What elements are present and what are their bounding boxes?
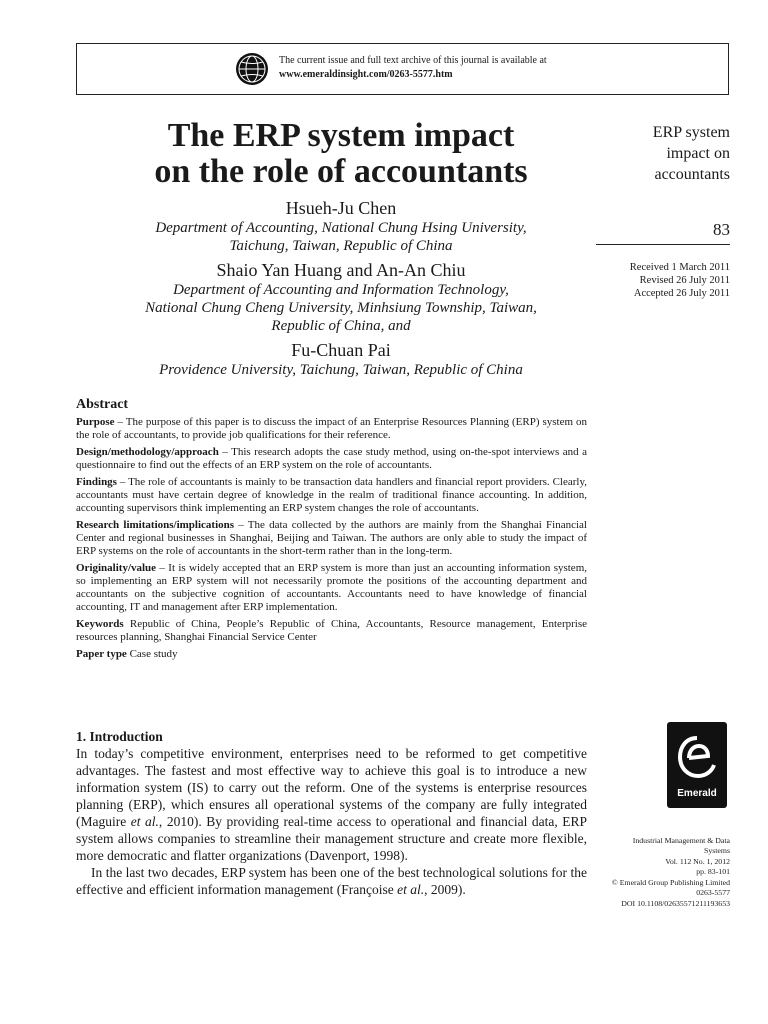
emerald-logo bbox=[667, 722, 727, 808]
divider bbox=[596, 244, 730, 245]
citation-etal: et al. bbox=[130, 814, 159, 829]
affiliation-line: National Chung Cheng University, Minhsiung Township, Taiwan, bbox=[145, 300, 537, 316]
introduction-heading: 1. Introduction bbox=[76, 729, 163, 744]
section-label: Findings bbox=[76, 476, 117, 488]
author-name: Fu-Chuan Pai bbox=[291, 340, 391, 360]
section-label: Keywords bbox=[76, 618, 124, 630]
doi: DOI 10.1108/02635571211193653 bbox=[621, 899, 730, 908]
journal-name: Industrial Management & Data bbox=[632, 836, 730, 845]
author-affiliation bbox=[76, 361, 606, 379]
section-text: – The purpose of this paper is to discuss the impact of an Enterprise Resources Planning (ERP) system on the role of accountants, to provide job qualifications for their reference. bbox=[76, 416, 587, 441]
paragraph-text: , 2009). bbox=[424, 882, 466, 897]
paragraph-text: In the last two decades, ERP system has been one of the best technological solutions for the effective and efficient information management (Françoise bbox=[76, 865, 587, 897]
title-line-1: The ERP system impact bbox=[167, 117, 515, 154]
affiliation-line: Department of Accounting and Information Technology, bbox=[173, 282, 509, 298]
section-text: – This research adopts the case study method, using on-the-spot interviews and a questionnaire to find out the effects of an ERP system on the role of accountants. bbox=[76, 446, 587, 471]
abstract-design bbox=[76, 446, 587, 472]
running-title-line: ERP system bbox=[652, 124, 730, 141]
abstract-findings bbox=[76, 476, 587, 515]
author-name: Hsueh-Ju Chen bbox=[285, 198, 397, 218]
affiliation-line: Department of Accounting, National Chung Hsing University, bbox=[155, 220, 527, 236]
intro-paragraph bbox=[76, 745, 587, 864]
section-label: Design/methodology/approach bbox=[76, 446, 219, 458]
paragraph-text: , 2010). By providing real-time access to operational and financial data, ERP system allows companies to streamline their management structure and create more flexible, more democratic and flatter organizations (Davenport, 1998). bbox=[76, 814, 587, 863]
section-label: Paper type bbox=[76, 648, 127, 660]
section-text: Case study bbox=[126, 648, 178, 660]
affiliation-line: Republic of China, and bbox=[271, 318, 411, 334]
abstract-originality bbox=[76, 562, 587, 614]
section-text: – The data collected by the authors are mainly from the Shanghai Financial Center and regional businesses in Shanghai, Beijing and Taiwan. The authors are only able to study the impact of ERP systems on the role of accountants in the short-term rather than in the long-term. bbox=[76, 519, 587, 557]
issn: 0263-5577 bbox=[696, 888, 730, 897]
section-label: Originality/value bbox=[76, 562, 157, 574]
received-date: Received 1 March 2011 bbox=[629, 262, 730, 273]
author-name: Shaio Yan Huang and An-An Chiu bbox=[216, 260, 466, 280]
section-label: Purpose bbox=[76, 416, 115, 428]
abstract-limitations bbox=[76, 519, 587, 558]
running-title-line: accountants bbox=[654, 166, 730, 183]
introduction-body bbox=[76, 745, 587, 898]
abstract-heading: Abstract bbox=[76, 397, 129, 412]
section-text: – The role of accountants is mainly to be transaction data handlers and financial report providers. Clearly, accountants must have certain degree of knowledge in the realm of traditional finance accounting. In addition, accounting supervisors think implementing an ERP system changes the role of accountants. bbox=[76, 476, 587, 514]
running-title-line: impact on bbox=[666, 145, 730, 162]
abstract-keywords bbox=[76, 618, 587, 644]
emerald-swirl-icon bbox=[677, 734, 717, 780]
section-text: – It is widely accepted that an ERP system is more than just an accounting information system, so implementing an ERP system will not necessarily promote the positions of the accounting department and accountants on the subjective cognition of accountants. Accountants need to have knowledge of financial accounting, IT and management after ERP implementation. bbox=[76, 562, 587, 613]
citation-etal: et al. bbox=[397, 882, 425, 897]
journal-availability-box bbox=[76, 43, 729, 95]
journal-url-link[interactable]: www.emeraldinsight.com/0263-5577.htm bbox=[279, 69, 453, 80]
page-number: 83 bbox=[713, 220, 730, 239]
revised-date: Revised 26 July 2011 bbox=[639, 275, 730, 286]
emerald-wordmark: Emerald bbox=[677, 788, 717, 799]
running-title bbox=[596, 122, 730, 185]
intro-paragraph bbox=[76, 864, 587, 898]
globe-icon bbox=[235, 52, 269, 86]
section-text: Republic of China, People’s Republic of China, Accountants, Resource management, Enterprise resources planning, Shanghai Financial Service Center bbox=[76, 618, 587, 643]
title-line-2: on the role of accountants bbox=[154, 153, 528, 190]
journal-volume: Vol. 112 No. 1, 2012 bbox=[665, 857, 730, 866]
affiliation-line: Taichung, Taiwan, Republic of China bbox=[229, 238, 453, 254]
journal-pages: pp. 83-101 bbox=[696, 867, 730, 876]
abstract-body bbox=[76, 416, 587, 665]
availability-text: The current issue and full text archive of this journal is available at bbox=[279, 55, 547, 66]
abstract-purpose bbox=[76, 416, 587, 442]
author-affiliation bbox=[76, 219, 606, 255]
paper-title bbox=[76, 118, 606, 190]
section-label: Research limitations/implications bbox=[76, 519, 235, 531]
author-affiliation bbox=[76, 281, 606, 335]
copyright: © Emerald Group Publishing Limited bbox=[611, 878, 730, 887]
abstract-paper-type bbox=[76, 648, 587, 661]
journal-name-cont: Systems bbox=[704, 846, 730, 855]
accepted-date: Accepted 26 July 2011 bbox=[633, 288, 730, 299]
affiliation-line: Providence University, Taichung, Taiwan, Republic of China bbox=[159, 362, 523, 378]
paragraph-text: In today’s competitive environment, enterprises need to be reformed to get competitive advantages. The fastest and most effective way to achieve this goal is to introduce a new information system (IS) to carry out the reform. One of the systems is enterprise resources planning (ERP), which ensures all operational systems of the company are fully integrated (Maguire bbox=[76, 746, 587, 829]
